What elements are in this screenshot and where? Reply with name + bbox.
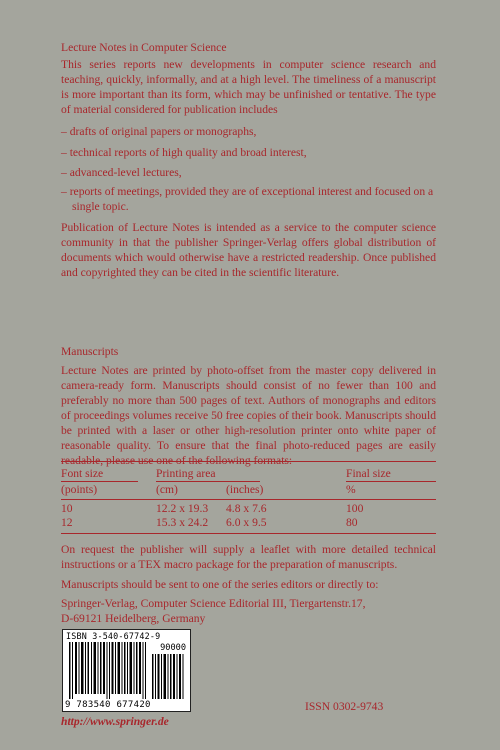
table-cell: 10	[61, 502, 73, 515]
col-header-printing-area: Printing area	[156, 467, 216, 480]
publisher-url-link[interactable]: http://www.springer.de	[61, 715, 169, 728]
table-cell: 6.0 x 9.5	[226, 516, 267, 529]
table-cell: 100	[346, 502, 364, 515]
manuscripts-heading: Manuscripts	[61, 345, 119, 358]
intro-paragraph: This series reports new developments in computer science research and teaching, quickly, informally, and at a high level. The timeliness of a manuscript is more important than its form, which may be unfinished or tentative. The type of material considered for publication includes	[61, 58, 436, 116]
manuscripts-paragraph: Lecture Notes are printed by photo-offset from the master copy delivered in camera-ready form. Manuscripts should consist of no fewer than 100 and preferably no more than 500 pages of text. Authors of monographs and editors of proceedings volumes receive 50 free copies of their book. Manuscripts should be printed with a laser or other high-resolution printer onto white paper of reasonable quality. To ensure that the final photo-reduced pages are easily readable, please use one of the following formats:	[61, 364, 436, 467]
request-paragraph	[61, 542, 436, 572]
send-line: Manuscripts should be sent to one of the series editors or directly to:	[61, 578, 379, 591]
table-bottom-rule	[61, 533, 436, 534]
table-subrule	[61, 481, 138, 482]
table-cell: 12.2 x 19.3	[156, 502, 209, 515]
barcode-addon: 90000	[160, 643, 186, 653]
col-header-final-size: Final size	[346, 467, 391, 480]
barcode	[62, 629, 191, 712]
address-line-1: Springer-Verlag, Computer Science Editorial III, Tiergartenstr.17,	[61, 597, 366, 610]
address-line-2: D-69121 Heidelberg, Germany	[61, 612, 206, 625]
table-cell: 15.3 x 24.2	[156, 516, 209, 529]
table-cell: 80	[346, 516, 358, 529]
list-item: – technical reports of high quality and broad interest,	[61, 146, 307, 159]
table-cell: 4.8 x 7.6	[226, 502, 267, 515]
table-cell: 12	[61, 516, 73, 529]
col-subheader-points: (points)	[61, 483, 98, 496]
issn: ISSN 0302-9743	[305, 700, 384, 713]
table-header-rule	[61, 499, 436, 500]
list-item: – advanced-level lectures,	[61, 166, 182, 179]
table-subrule	[156, 481, 260, 482]
barcode-number: 9 783540 677420	[65, 700, 151, 710]
list-item: – drafts of original papers or monographs,	[61, 125, 257, 138]
request-text: On request the publisher will supply a leaflet with more detailed technical instructions or a TEX macro package for the preparation of manuscripts.	[61, 543, 436, 571]
table-top-rule	[61, 461, 436, 462]
col-subheader-percent: %	[346, 483, 356, 496]
series-heading: Lecture Notes in Computer Science	[61, 41, 227, 54]
col-header-font-size: Font size	[61, 467, 104, 480]
barcode-bars	[63, 630, 190, 711]
isbn-text: ISBN 3-540-67742-9	[66, 631, 161, 641]
list-item: – reports of meetings, provided they are of exceptional interest and focused on a single topic.	[61, 185, 434, 213]
col-subheader-inches: (inches)	[226, 483, 264, 496]
table-subrule	[346, 481, 436, 482]
publication-paragraph: Publication of Lecture Notes is intended as a service to the computer science community in that the publisher Springer-Verlag offers global distribution of documents which would otherwise have a restricted readership. Once published and copyrighted they can be cited in the scientific literature.	[61, 221, 436, 279]
col-subheader-cm: (cm)	[156, 483, 178, 496]
